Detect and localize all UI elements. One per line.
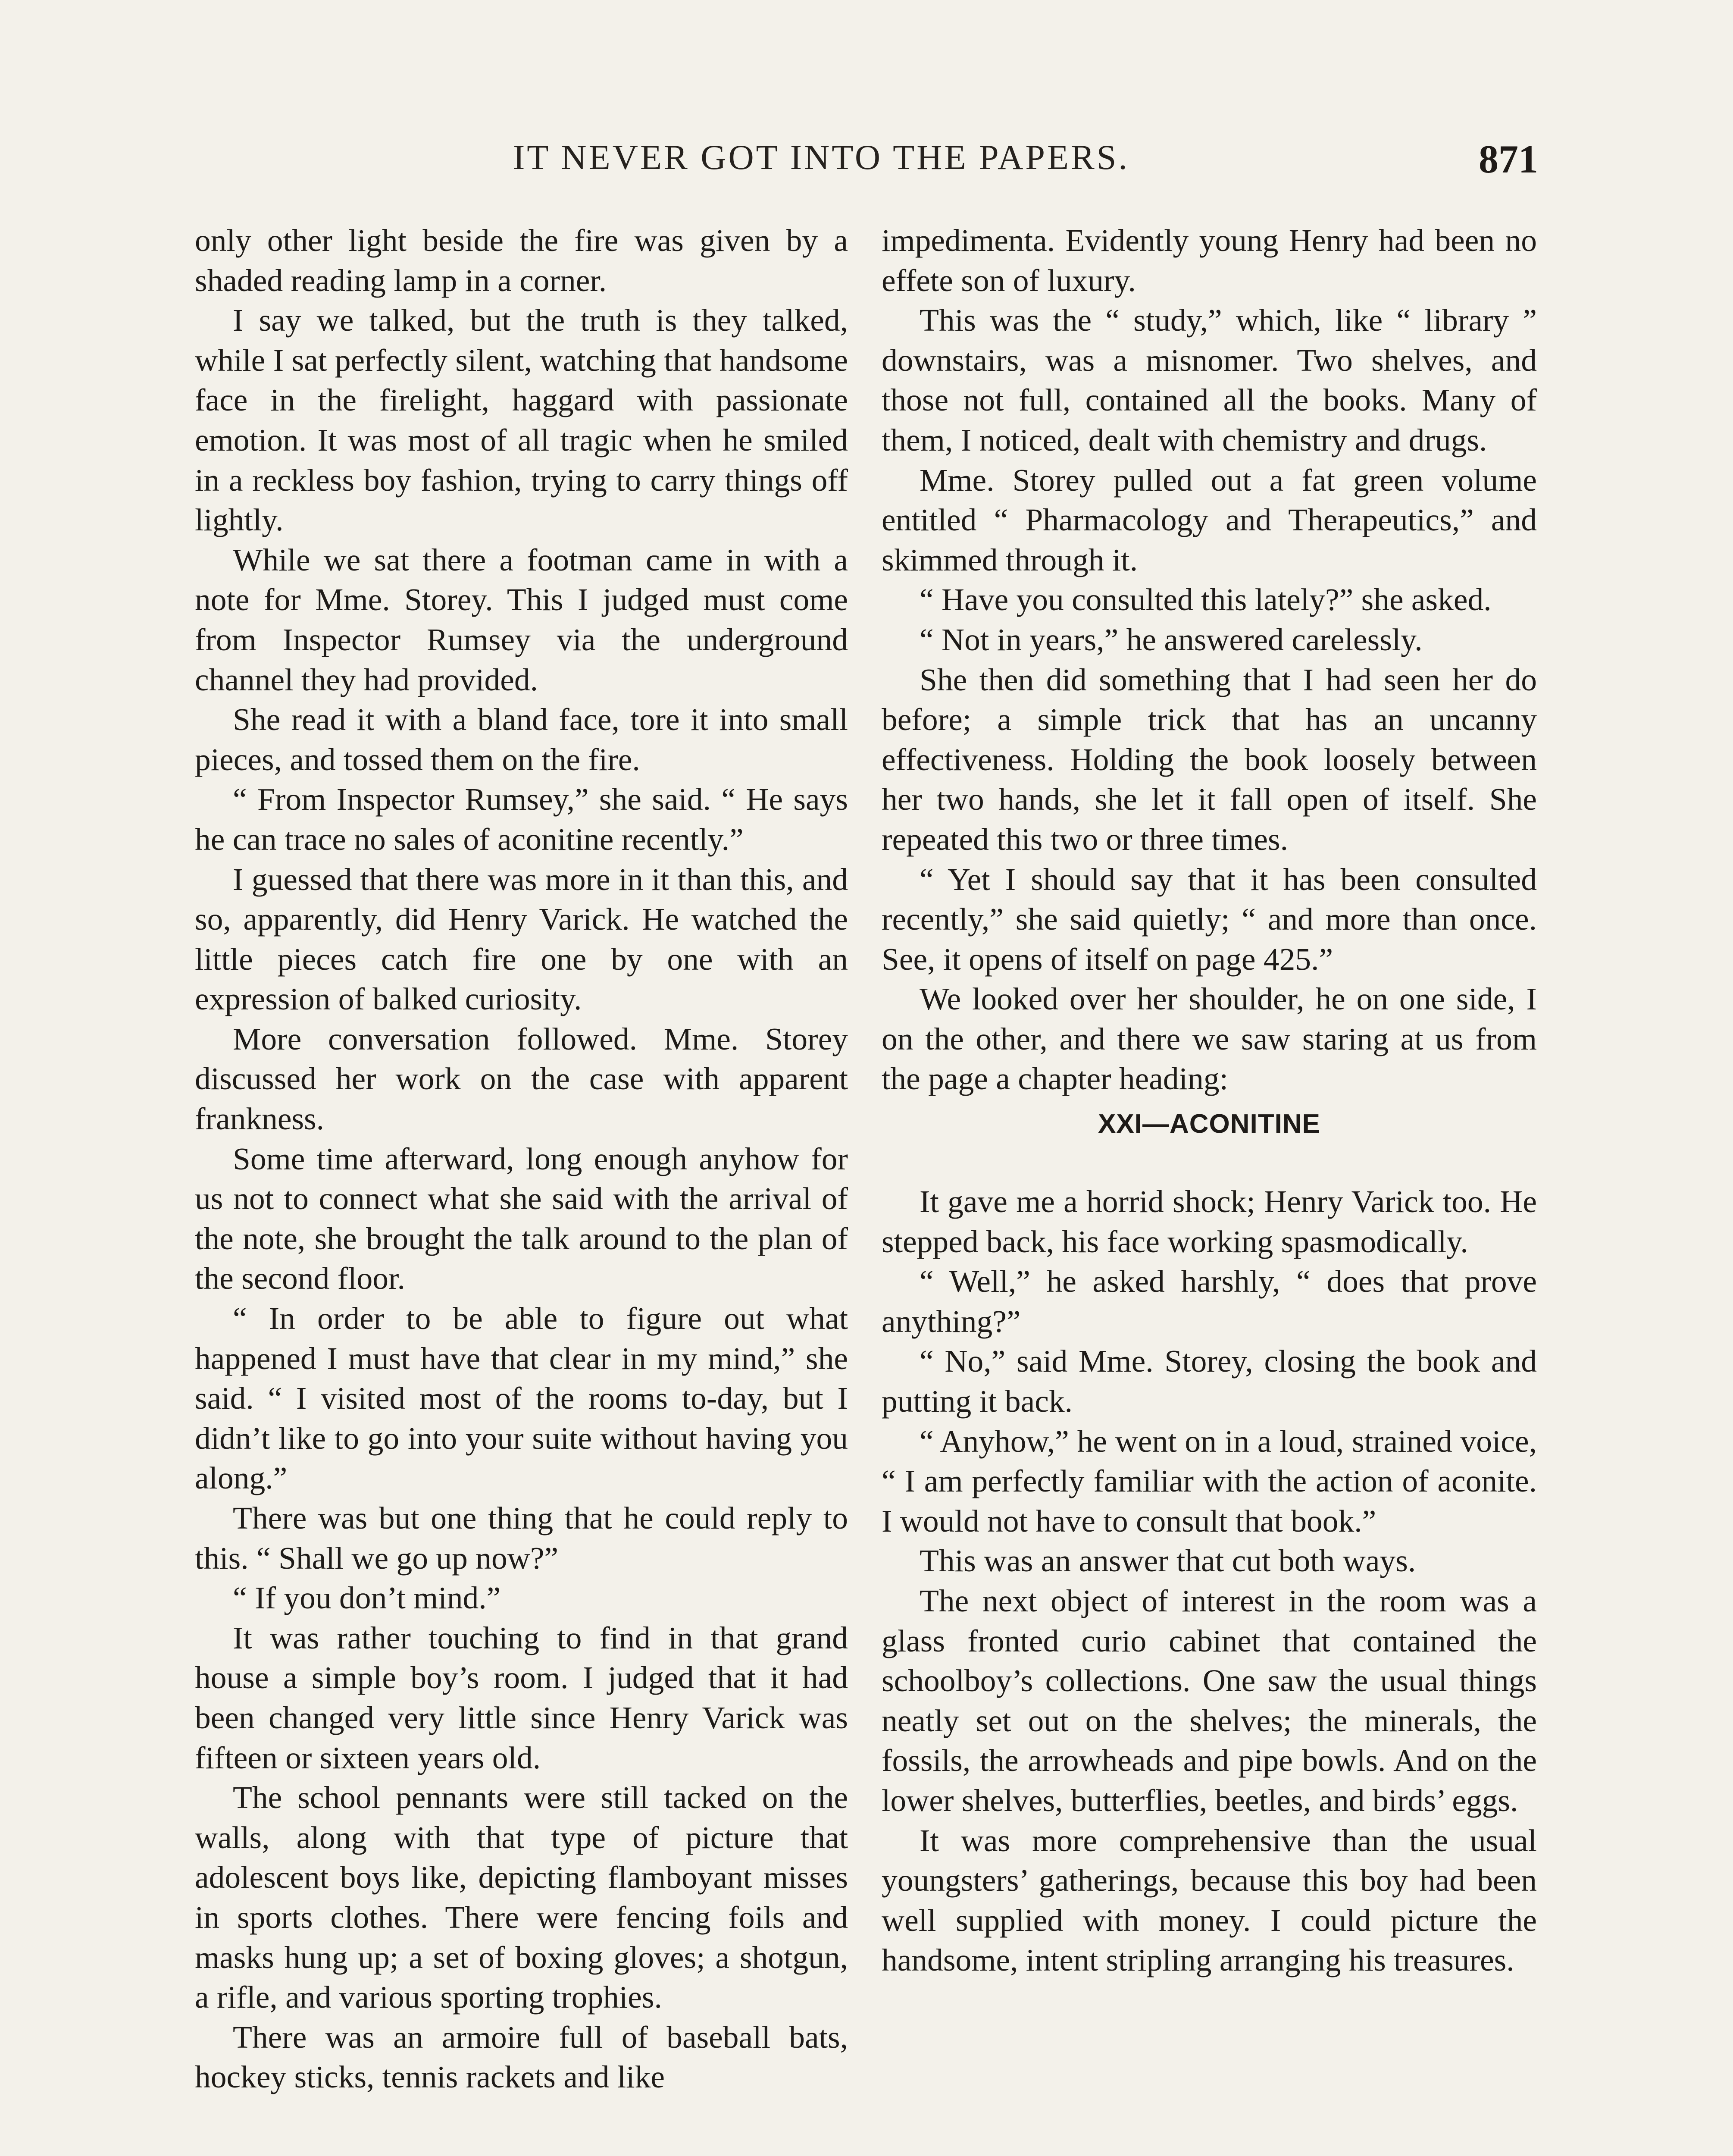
paragraph: I say we talked, but the truth is they talked, while I sat perfectly silent, watching that handsome face in the firelight, haggard with passionate emotion. It was most of all tragic when he smiled in a reckless boy fashion, trying to carry things off lightly.: [195, 303, 848, 538]
paragraph: “ Not in years,” he answered carelessly.: [920, 622, 1423, 657]
paragraph: This was the “ study,” which, like “ library ” downstairs, was a misnomer. Two shelves, and those not full, contained all the books. Many of them, I noticed, dealt with chemistry and drugs.: [882, 303, 1537, 458]
paragraph: only other light beside the fire was given by a shaded reading lamp in a corner.: [195, 223, 848, 298]
paragraph: It was more comprehensive than the usual youngsters’ gatherings, because this boy had been well supplied with money. I could picture the handsome, intent stripling arranging his treasures.: [882, 1823, 1537, 1978]
paragraph: We looked over her shoulder, he on one side, I on the other, and there we saw staring at us from the page a chapter heading:: [882, 981, 1537, 1097]
paragraph: She then did something that I had seen her do before; a simple trick that has an uncanny effectiveness. Holding the book loosely between her two hands, she let it fall open of itself. She repeated this two or three times.: [882, 662, 1537, 857]
chapter-heading: XXI—ACONITINE: [1098, 1109, 1320, 1139]
running-head: IT NEVER GOT INTO THE PAPERS.: [513, 138, 1129, 177]
paragraph: The school pennants were still tacked on the walls, along with that type of picture that adolescent boys like, depicting flamboyant misses in sports clothes. There were fencing foils and masks hung up; a set of boxing gloves; a shotgun, a rifle, and various sporting trophies.: [195, 1780, 848, 2015]
paragraph: “ From Inspector Rumsey,” she said. “ He says he can trace no sales of aconitine recently.”: [195, 782, 848, 857]
paragraph: She read it with a bland face, tore it into small pieces, and tossed them on the fire.: [195, 702, 848, 777]
paragraph: It gave me a horrid shock; Henry Varick too. He stepped back, his face working spasmodically.: [882, 1184, 1537, 1259]
paragraph: “ In order to be able to figure out what happened I must have that clear in my mind,” she said. “ I visited most of the rooms to-day, but I didn’t like to go into your suite without having you along.”: [195, 1301, 848, 1496]
paragraph: “ Have you consulted this lately?” she asked.: [920, 582, 1492, 617]
page-number: 871: [1479, 137, 1538, 181]
paragraph: impedimenta. Evidently young Henry had been no effete son of luxury.: [882, 223, 1537, 298]
paragraph: “ Yet I should say that it has been consulted recently,” she said quietly; “ and more than once. See, it opens of itself on page 425.”: [882, 862, 1537, 977]
paragraph: It was rather touching to find in that grand house a simple boy’s room. I judged that it had been changed very little since Henry Varick was fifteen or sixteen years old.: [195, 1620, 848, 1775]
right-column: [882, 221, 1537, 1981]
paragraph: “ Well,” he asked harshly, “ does that prove anything?”: [882, 1264, 1537, 1339]
paragraph: While we sat there a footman came in with a note for Mme. Storey. This I judged must come from Inspector Rumsey via the underground channel they had provided.: [195, 542, 848, 697]
paragraph: This was an answer that cut both ways.: [920, 1543, 1416, 1579]
paragraph: I guessed that there was more in it than this, and so, apparently, did Henry Varick. He watched the little pieces catch fire one by one with an expression of balked curiosity.: [195, 862, 848, 1017]
paragraph: There was but one thing that he could reply to this. “ Shall we go up now?”: [195, 1501, 848, 1576]
paragraph: “ Anyhow,” he went on in a loud, strained voice, “ I am perfectly familiar with the action of aconite. I would not have to consult that book.”: [882, 1423, 1537, 1539]
paragraph: “ If you don’t mind.”: [233, 1580, 501, 1616]
paragraph: There was an armoire full of baseball bats, hockey sticks, tennis rackets and like: [195, 2019, 848, 2095]
paragraph: Some time afterward, long enough anyhow for us not to connect what she said with the arrival of the note, she brought the talk around to the plan of the second floor.: [195, 1141, 848, 1296]
paragraph: The next object of interest in the room was a glass fronted curio cabinet that contained the schoolboy’s collections. One saw the usual things neatly set out on the shelves; the minerals, the fossils, the arrowheads and pipe bowls. And on the lower shelves, butterflies, beetles, and birds’ eggs.: [882, 1583, 1537, 1818]
paragraph: “ No,” said Mme. Storey, closing the book and putting it back.: [882, 1344, 1537, 1419]
left-column: [195, 221, 848, 2097]
paragraph: More conversation followed. Mme. Storey discussed her work on the case with apparent frankness.: [195, 1021, 848, 1137]
paragraph: Mme. Storey pulled out a fat green volume entitled “ Pharmacology and Therapeutics,” and skimmed through it.: [882, 462, 1537, 577]
